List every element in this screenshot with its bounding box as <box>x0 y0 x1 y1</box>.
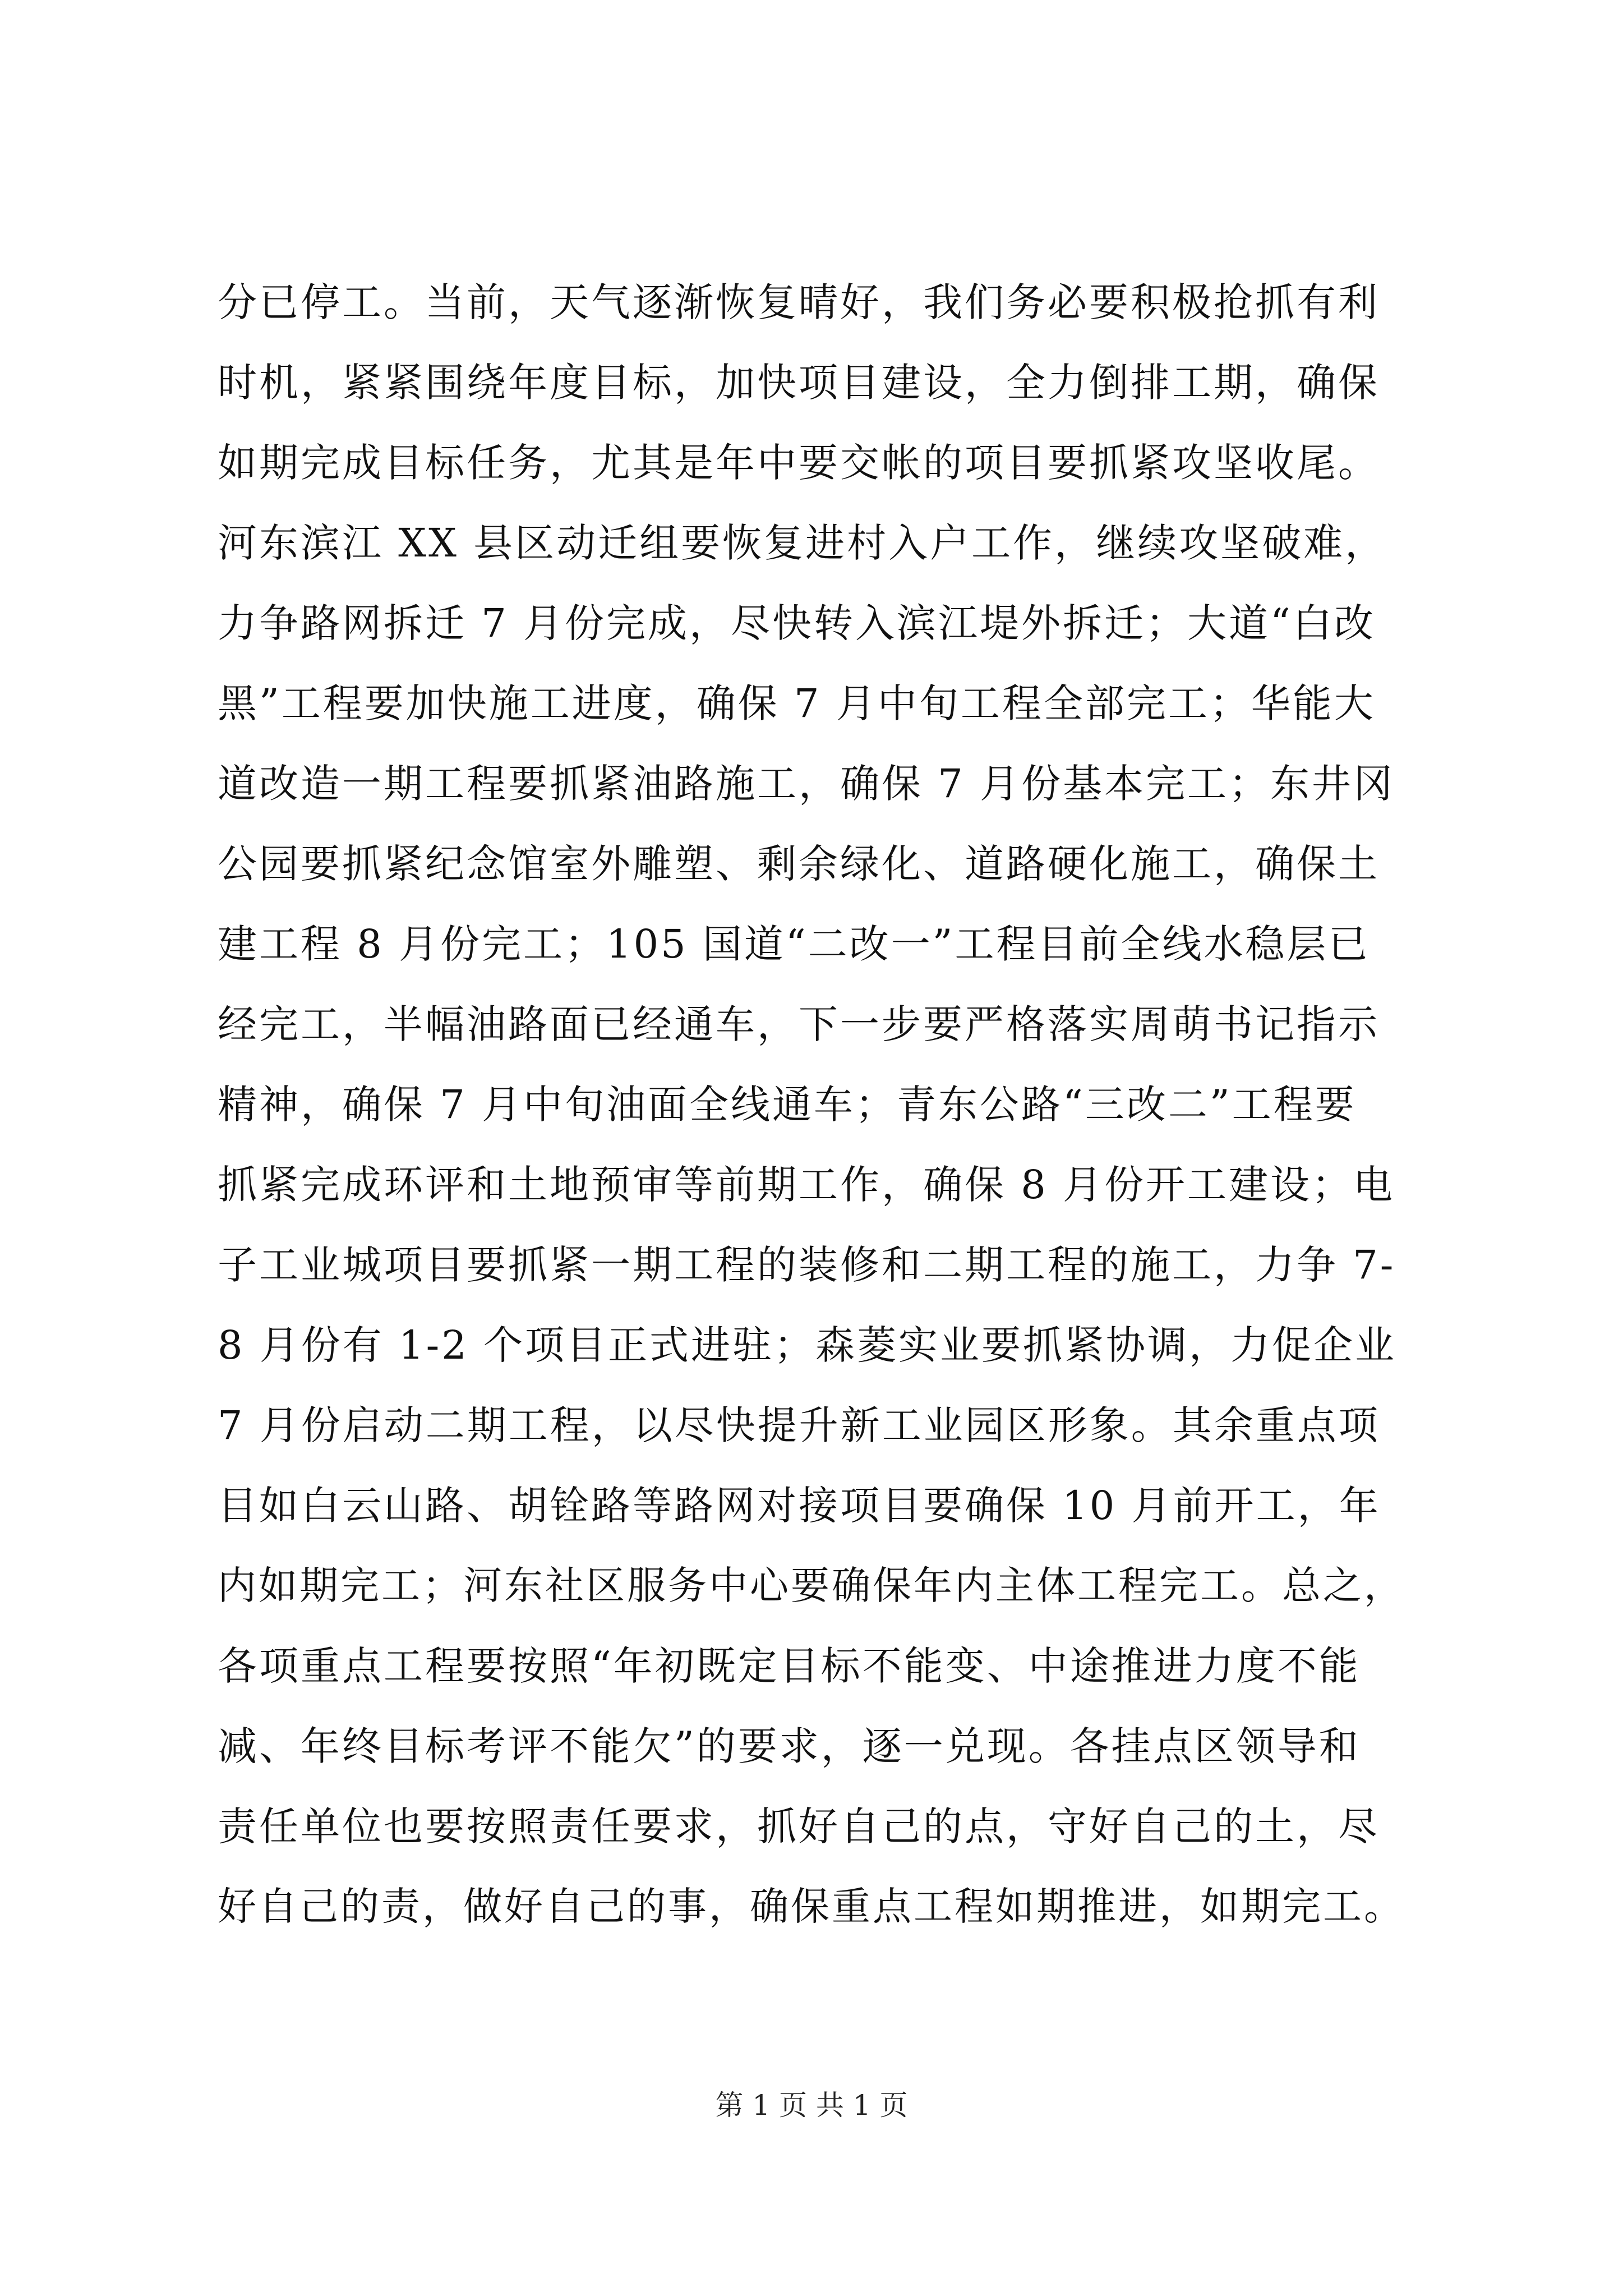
page-footer: 第 1 页 共 1 页 <box>715 2089 908 2122</box>
paragraph-line: 7 月份启动二期工程，以尽快提升新工业园区形象。其余重点项 <box>218 1402 1380 1448</box>
paragraph-line: 各项重点工程要按照“年初既定目标不能变、中途推进力度不能 <box>218 1643 1361 1689</box>
paragraph-line: 河东滨江 XX 县区动迁组要恢复进村入户工作，继续攻坚破难， <box>218 520 1387 566</box>
paragraph-line: 公园要抓紧纪念馆室外雕塑、剩余绿化、道路硬化施工，确保土 <box>218 841 1380 887</box>
paragraph-line: 好自己的责，做好自己的事，确保重点工程如期推进，如期完工。 <box>218 1884 1405 1929</box>
paragraph-line: 子工业城项目要抓紧一期工程的装修和二期工程的施工，力争 7- <box>218 1242 1396 1288</box>
paragraph-line: 建工程 8 月份完工；105 国道“二改一”工程目前全线水稳层已 <box>218 921 1370 967</box>
paragraph-line: 黑”工程要加快施工进度，确保 7 月中旬工程全部完工；华能大 <box>218 680 1376 726</box>
paragraph-line: 如期完成目标任务，尤其是年中要交帐的项目要抓紧攻坚收尾。 <box>218 440 1380 486</box>
paragraph-line: 经完工，半幅油路面已经通车，下一步要严格落实周萌书记指示 <box>218 1001 1380 1047</box>
paragraph-line: 力争路网拆迁 7 月份完成，尽快转入滨江堤外拆迁；大道“白改 <box>218 600 1376 646</box>
paragraph-line: 道改造一期工程要抓紧油路施工，确保 7 月份基本完工；东井冈 <box>218 761 1395 807</box>
paragraph-line: 抓紧完成环评和土地预审等前期工作，确保 8 月份开工建设；电 <box>218 1162 1395 1208</box>
paragraph-line: 责任单位也要按照责任要求，抓好自己的点，守好自己的土，尽 <box>218 1803 1380 1849</box>
paragraph-line: 8 月份有 1-2 个项目正式进驻；森菱实业要抓紧协调，力促企业 <box>218 1322 1397 1368</box>
paragraph-line: 目如白云山路、胡铨路等路网对接项目要确保 10 月前开工，年 <box>218 1483 1381 1529</box>
body-paragraph <box>218 263 1412 1947</box>
paragraph-line: 内如期完工；河东社区服务中心要确保年内主体工程完工。总之， <box>218 1563 1405 1608</box>
paragraph-line: 分已停工。当前，天气逐渐恢复晴好，我们务必要积极抢抓有利 <box>218 279 1380 325</box>
paragraph-line: 时机，紧紧围绕年度目标，加快项目建设，全力倒排工期，确保 <box>218 360 1380 406</box>
paragraph-line: 减、年终目标考评不能欠”的要求，逐一兑现。各挂点区领导和 <box>218 1723 1361 1769</box>
paragraph-line: 精神，确保 7 月中旬油面全线通车；青东公路“三改二”工程要 <box>218 1082 1357 1128</box>
